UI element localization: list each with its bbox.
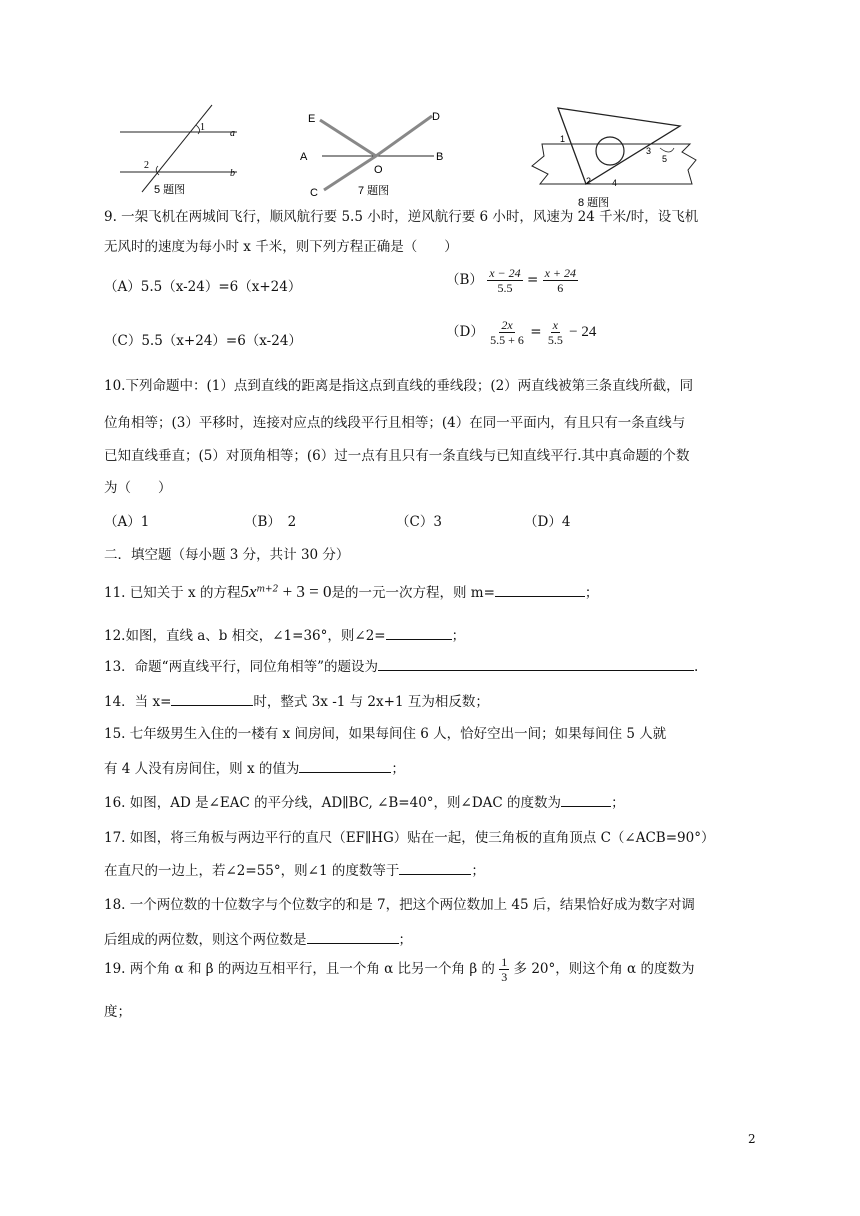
q9-d-num2: x [552,318,558,332]
figure-5 [112,100,247,200]
q16-end: ； [611,795,625,811]
q16 [104,791,625,811]
fig7-label-A: A [300,151,308,163]
q10-option-a: （A）1 [104,514,150,530]
q9-b-frac2 [543,266,578,295]
q16-blank[interactable] [561,792,611,807]
q15-line2-text: 有 4 人没有房间住，则 x 的值为 [104,761,300,777]
q10-option-d: （D）4 [524,514,571,530]
q10-option-b: （B） 2 [244,514,297,530]
q14-post: 时，整式 3x -1 与 2x+1 互为相反数； [253,694,489,710]
fig5-caption: 5 题图 [154,184,186,196]
q17-end: ； [471,863,485,879]
q15-end: ； [391,761,405,777]
q12 [104,624,465,644]
q9-b-den2: 6 [557,281,564,295]
q11-blank[interactable] [495,582,585,597]
q17-line2 [104,859,485,879]
q19-post: 多 20°，则这个角 α 的度数为 [513,961,695,977]
q9-d-num1: 2x [501,318,513,332]
q11-post: 是的一元一次方程，则 m= [331,585,495,601]
q14-pre: 14．当 x= [104,694,172,710]
q10-line2: 位角相等；(3）平移时，连接对应点的线段平行且相等；(4）在同一平面内，有且只有一条直线与 [104,415,686,431]
q11-math: 5x [240,582,257,601]
q18-line1: 18. 一个两位数的十位数字与个位数字的和是 7，把这个两位数加上 45 后，结果恰好成为数字对调 [104,897,695,913]
fig7-label-O: O [374,164,383,176]
q9-option-d-label: （D） [446,324,484,340]
fig5-label-1: 1 [200,122,205,133]
q17-line2-text: 在直尺的一边上，若∠2=55°，则∠1 的度数等于 [104,863,400,879]
q9-line2: 无风时的速度为每小时 x 千米，则下列方程正确是（ ） [104,239,458,255]
q9-b-num1: x − 24 [489,266,521,280]
fig8-label-3: 3 [646,146,652,156]
figure-8 [520,104,715,208]
fig7-label-C: C [310,187,318,199]
fig8-label-1: 1 [560,134,566,144]
q18-line2 [104,928,412,948]
q19-frac [499,955,509,984]
q9-d-den1: 5.5 + 6 [490,333,524,347]
q13-end: . [693,659,699,675]
q10-line4: 为（ ） [104,480,172,496]
q14-blank[interactable] [171,691,253,706]
q11-pre: 11. 已知关于 x 的方程 [104,585,241,601]
q9-d-frac1 [488,318,526,347]
q11 [104,581,598,602]
q17-line1: 17. 如图，将三角板与两边平行的直尺（EF∥HG）贴在一起，使三角板的直角顶点 C（∠ACB=90°） [104,830,715,846]
q19 [104,955,694,984]
fig5-label-a: a [230,128,235,139]
q9-option-c: （C）5.5（x+24）=6（x-24） [104,333,302,349]
q10-line3: 已知直线垂直；(5）对顶角相等；(6）过一点有且只有一条直线与已知直线平行.其中真命题的个数 [104,448,690,464]
q11-math2: + 3 = 0 [278,582,332,601]
q16-text: 16. 如图，AD 是∠EAC 的平分线，AD∥BC, ∠B=40°，则∠DAC 的度数为 [104,795,562,811]
q9-line1: 9. 一架飞机在两城间飞行，顺风航行要 5.5 小时，逆风航行要 6 小时，风速为 24 千米/时，设飞机 [104,209,699,225]
fig8-label-4: 4 [612,178,618,188]
fig5-label-b: b [230,168,235,179]
section-heading: 二．填空题（每小题 3 分，共计 30 分） [104,547,350,563]
q13 [104,655,698,675]
q9-option-a: （A）5.5（x-24）=6（x+24） [104,279,302,295]
q19-frac-num: 1 [501,955,508,969]
q19-pre: 19. 两个角 α 和 β 的两边互相平行，且一个角 α 比另一个角 β 的 [104,961,495,977]
q9-d-den2: 5.5 [547,333,563,347]
q12-text: 12.如图，直线 a、b 相交，∠1=36°，则∠2= [104,628,386,644]
q9-b-den1: 5.5 [497,281,513,295]
q18-end: ； [398,932,412,948]
q9-b-eq: = [526,272,539,288]
fig8-label-5: 5 [662,154,668,164]
page-number: 2 [748,1132,756,1146]
q15-line2 [104,757,405,777]
q17-blank[interactable] [399,860,471,875]
q19-frac-den: 3 [501,970,508,984]
q9-d-eq: = [530,324,542,340]
q13-text: 13．命题“两直线平行，同位角相等”的题设为 [104,659,378,675]
q9-d-frac2 [546,318,565,347]
fig8-caption: 8 题图 [578,197,610,208]
q9-b-frac1 [487,266,522,295]
q9-option-b [446,266,578,295]
q12-end: ； [451,628,466,644]
q19-line2: 度； [104,1004,131,1020]
fig7-label-D: D [432,111,440,123]
q15-line1: 15. 七年级男生入住的一楼有 x 间房间，如果每间住 6 人，恰好空出一间；如果每间住 5 人就 [104,726,667,742]
fig7-label-E: E [308,113,316,125]
q10-line1: 10.下列命题中：(1）点到直线的距离是指这点到直线的垂线段；(2）两直线被第三条直线所截，同 [104,378,694,394]
q9-option-d [446,318,596,347]
q11-sup: m+2 [256,584,279,595]
fig7-label-B: B [436,151,444,163]
q12-blank[interactable] [386,625,452,640]
q9-b-num2: x + 24 [544,266,576,280]
q14 [104,690,489,710]
fig8-label-2: 2 [586,176,592,186]
fig5-label-2: 2 [144,160,149,171]
q13-blank[interactable] [378,656,694,671]
q11-end: ； [584,585,599,601]
figure-7 [296,104,456,200]
q18-line2-text: 后组成的两位数，则这个两位数是 [104,932,307,948]
q10-option-c: （C）3 [396,514,442,530]
fig7-caption: 7 题图 [358,185,390,197]
q9-d-tail: − 24 [569,324,597,340]
q18-blank[interactable] [307,929,399,944]
q15-blank[interactable] [299,758,391,773]
q9-option-b-label: （B） [446,272,483,288]
